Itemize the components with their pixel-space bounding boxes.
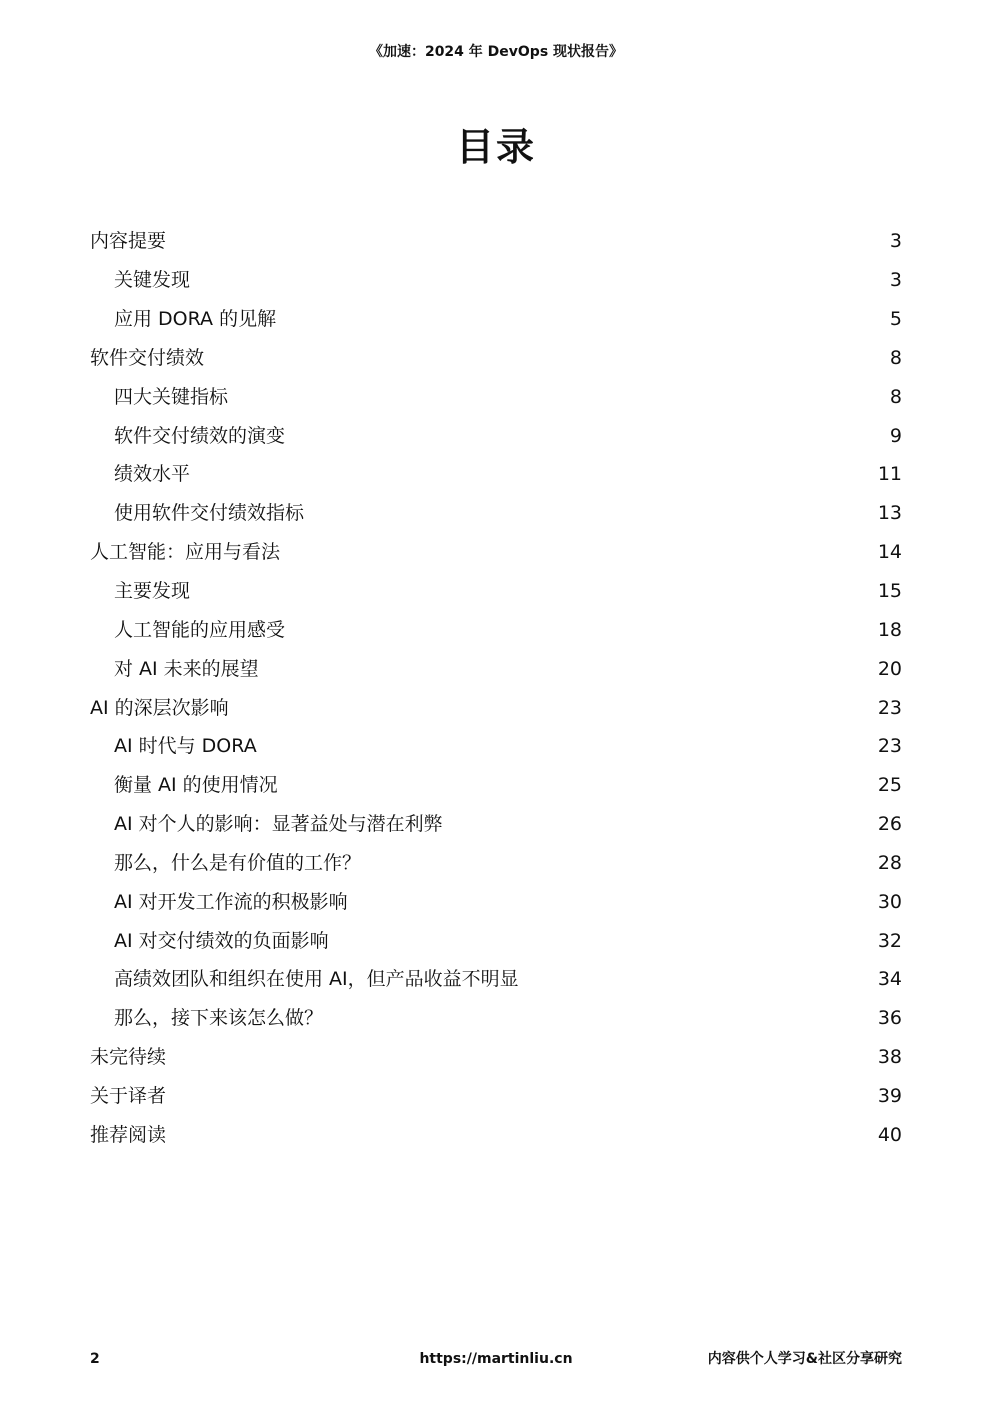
toc-entry-label: 人工智能的应用感受 (114, 618, 286, 641)
toc-entry-subsection[interactable] (90, 921, 902, 960)
toc-entry-page: 30 (877, 890, 902, 913)
toc-entry-page: 11 (877, 463, 902, 486)
toc-entry-subsection[interactable] (90, 882, 902, 921)
footer-page-number: 2 (90, 1351, 100, 1367)
toc-entry-page: 38 (877, 1046, 902, 1069)
toc-entry-subsection[interactable] (90, 377, 902, 416)
toc-entry-page: 23 (877, 735, 902, 758)
toc-entry-label: 关于译者 (90, 1084, 167, 1107)
toc-entry-page: 28 (877, 851, 902, 874)
toc-entry-page: 15 (877, 580, 902, 603)
toc-entry-label: 软件交付绩效 (90, 346, 205, 369)
footer-url[interactable]: https://martinliu.cn (419, 1351, 573, 1367)
toc-entry-label: 关键发现 (114, 269, 191, 292)
toc-entry-page: 14 (877, 541, 902, 564)
toc-entry-subsection[interactable] (90, 844, 902, 883)
toc-entry-label: AI 对交付绩效的负面影响 (114, 929, 329, 952)
toc-entry-page: 34 (877, 968, 902, 991)
toc-entry-page: 18 (877, 618, 902, 641)
toc-entry-page: 5 (889, 308, 902, 331)
toc-entry-subsection[interactable] (90, 610, 902, 649)
toc-entry-page: 36 (877, 1007, 902, 1030)
toc-entry-subsection[interactable] (90, 960, 902, 999)
toc-entry-subsection[interactable] (90, 494, 902, 533)
toc-entry-label: AI 时代与 DORA (114, 735, 257, 758)
toc-entry-page: 26 (877, 813, 902, 836)
toc-entry-section[interactable] (90, 688, 902, 727)
toc-entry-page: 40 (877, 1123, 902, 1146)
toc-entry-page: 13 (877, 502, 902, 525)
toc-entry-page: 25 (877, 774, 902, 797)
toc-entry-subsection[interactable] (90, 572, 902, 611)
toc-entry-section[interactable] (90, 339, 902, 378)
page-title: 目录 (455, 125, 536, 169)
toc-entry-subsection[interactable] (90, 416, 902, 455)
toc-entry-label: 四大关键指标 (114, 385, 229, 408)
toc-entry-label: AI 对开发工作流的积极影响 (114, 890, 348, 913)
toc-entry-label: 应用 DORA 的见解 (114, 308, 277, 331)
toc-entry-section[interactable] (90, 1115, 902, 1154)
toc-entry-subsection[interactable] (90, 999, 902, 1038)
toc-entry-page: 8 (889, 385, 902, 408)
toc-entry-label: 那么，接下来该怎么做？ (114, 1007, 324, 1030)
toc-entry-page: 23 (877, 696, 902, 719)
toc-entry-subsection[interactable] (90, 649, 902, 688)
toc-entry-section[interactable] (90, 222, 902, 261)
toc-entry-page: 9 (889, 424, 902, 447)
toc-entry-page: 20 (877, 657, 902, 680)
toc-entry-subsection[interactable] (90, 300, 902, 339)
toc-entry-section[interactable] (90, 1038, 902, 1077)
toc-entry-subsection[interactable] (90, 261, 902, 300)
toc-entry-label: 绩效水平 (114, 463, 191, 486)
toc-entry-label: 高绩效团队和组织在使用 AI，但产品收益不明显 (114, 968, 519, 991)
toc-entry-label: 衡量 AI 的使用情况 (114, 774, 278, 797)
table-of-contents (90, 222, 902, 1154)
toc-entry-label: 人工智能：应用与看法 (90, 541, 281, 564)
toc-entry-label: AI 的深层次影响 (90, 696, 229, 719)
toc-entry-section[interactable] (90, 1077, 902, 1116)
toc-entry-label: 推荐阅读 (90, 1123, 167, 1146)
toc-entry-label: 内容提要 (90, 230, 167, 253)
toc-entry-page: 3 (889, 269, 902, 292)
toc-entry-label: 未完待续 (90, 1046, 167, 1069)
footer-note: 内容供个人学习&社区分享研究 (707, 1351, 902, 1367)
toc-entry-subsection[interactable] (90, 766, 902, 805)
toc-entry-subsection[interactable] (90, 455, 902, 494)
running-header: 《加速：2024 年 DevOps 现状报告》 (368, 44, 624, 60)
toc-entry-label: 那么，什么是有价值的工作？ (114, 851, 362, 874)
toc-entry-label: 主要发现 (114, 580, 191, 603)
toc-entry-subsection[interactable] (90, 727, 902, 766)
toc-entry-label: 对 AI 未来的展望 (114, 657, 259, 680)
toc-entry-section[interactable] (90, 533, 902, 572)
toc-entry-page: 32 (877, 929, 902, 952)
toc-entry-label: AI 对个人的影响：显著益处与潜在利弊 (114, 813, 443, 836)
page-footer (90, 1348, 902, 1370)
toc-entry-label: 使用软件交付绩效指标 (114, 502, 305, 525)
toc-entry-subsection[interactable] (90, 805, 902, 844)
toc-entry-page: 8 (889, 346, 902, 369)
toc-entry-label: 软件交付绩效的演变 (114, 424, 286, 447)
toc-entry-page: 3 (889, 230, 902, 253)
toc-entry-page: 39 (877, 1084, 902, 1107)
